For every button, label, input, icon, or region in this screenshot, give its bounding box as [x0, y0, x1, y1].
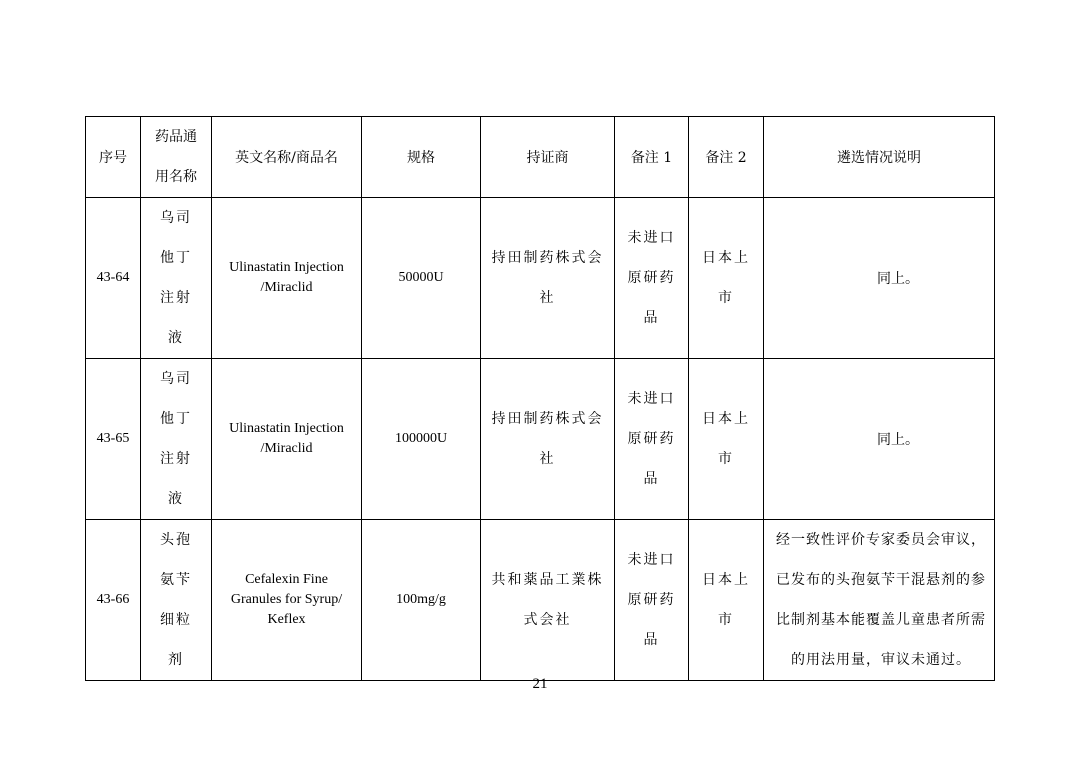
- cell-seq: 43-65: [86, 359, 141, 520]
- cell-english-name: Ulinastatin Injection /Miraclid: [212, 198, 362, 359]
- cell-generic-name: 头孢氨苄细粒剂: [141, 520, 212, 681]
- header-explanation: 遴选情况说明: [764, 117, 995, 198]
- table-row: [86, 359, 995, 520]
- drug-list-table: [85, 116, 995, 681]
- cell-explanation: 经一致性评价专家委员会审议，已发布的头孢氨苄干混悬剂的参比制剂基本能覆盖儿童患者所需的用法用量，审议未通过。: [764, 520, 995, 681]
- cell-note1: 未进口原研药品: [615, 359, 689, 520]
- cell-spec: 100mg/g: [362, 520, 481, 681]
- cell-seq: 43-66: [86, 520, 141, 681]
- cell-explanation: 同上。: [764, 198, 995, 359]
- table-row: [86, 520, 995, 681]
- cell-holder: 持田制药株式会社: [481, 359, 615, 520]
- cell-note2: 日本上市: [689, 198, 764, 359]
- cell-note2: 日本上市: [689, 359, 764, 520]
- cell-holder: 共和薬品工業株式会社: [481, 520, 615, 681]
- cell-holder: 持田制药株式会社: [481, 198, 615, 359]
- cell-spec: 50000U: [362, 198, 481, 359]
- cell-explanation: 同上。: [764, 359, 995, 520]
- cell-note2: 日本上市: [689, 520, 764, 681]
- header-note2: 备注 2: [689, 117, 764, 198]
- cell-note1: 未进口原研药品: [615, 198, 689, 359]
- cell-generic-name: 乌司他丁注射液: [141, 359, 212, 520]
- header-english-name: 英文名称/商品名: [212, 117, 362, 198]
- cell-generic-name: 乌司他丁注射液: [141, 198, 212, 359]
- page-number: 21: [532, 676, 548, 692]
- cell-seq: 43-64: [86, 198, 141, 359]
- cell-spec: 100000U: [362, 359, 481, 520]
- header-row: [86, 117, 995, 198]
- header-note1: 备注 1: [615, 117, 689, 198]
- header-holder: 持证商: [481, 117, 615, 198]
- table-row: [86, 198, 995, 359]
- header-generic-name: 药品通用名称: [141, 117, 212, 198]
- header-spec: 规格: [362, 117, 481, 198]
- cell-english-name: Ulinastatin Injection /Miraclid: [212, 359, 362, 520]
- cell-english-name: Cefalexin Fine Granules for Syrup/ Keflex: [212, 520, 362, 681]
- cell-note1: 未进口原研药品: [615, 520, 689, 681]
- header-seq: 序号: [86, 117, 141, 198]
